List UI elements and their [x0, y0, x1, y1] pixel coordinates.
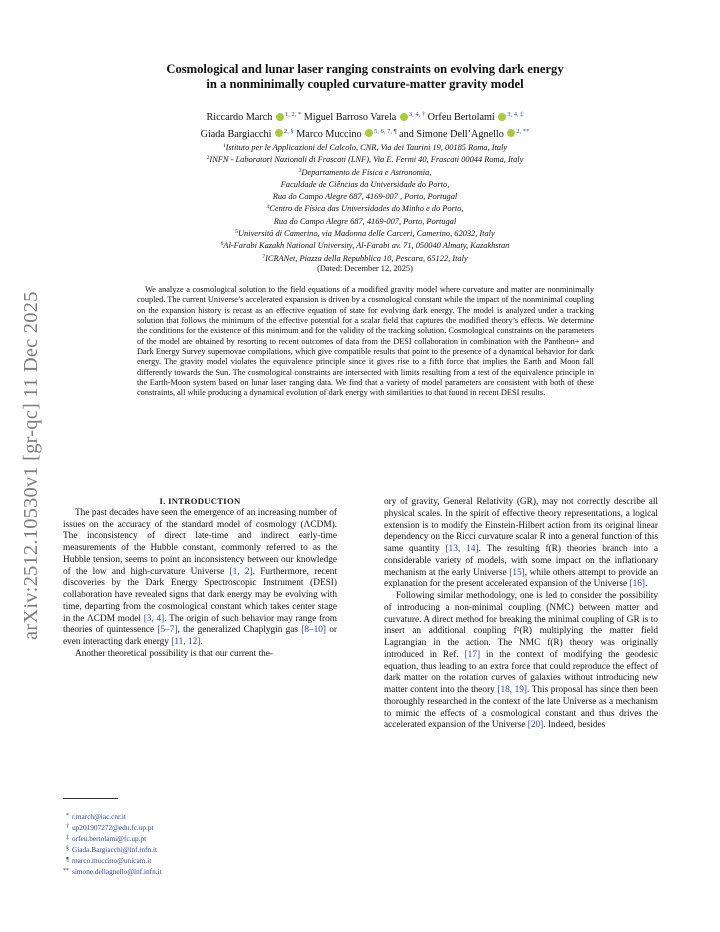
citation-link[interactable]: [5–7] [157, 625, 178, 636]
citation-link[interactable]: [17] [464, 649, 481, 660]
footnote [58, 855, 318, 866]
footnote-mark: ¶ [66, 857, 69, 863]
abstract: We analyze a cosmological solution to the field equations of a modified gravity model where curvature and matter are nonminimally coupled. The current Universe’s accelerated expansion is driven by a cosmological constant while the impact of the nonminimal coupling on the expansion history is recast as an effective equation of state for evolving dark energy. The model is analyzed under a tracking solution that follows the minimum of the effective potential for a scalar field that captures the modified theory’s effects. We determine the conditions for the existence of this minimum and for the validity of the tracking solution. Cosmological constraints on the parameters of the model are obtained by resorting to recent outcomes of data from the DESI collaboration in combination with the Pantheon+ and Dark Energy Survey supernovae compilations, which give compatible results that point to the presence of a dynamical behavior for dark energy. The gravity model violates the equivalence principle since it gives rise to a fifth force that implies the Earth and Moon fall differently towards the Sun. The cosmological constraints are intersected with limits resulting from a test of the equivalence principle in the Earth-Moon system based on lunar laser ranging data. We find that a variety of model parameters are consistent with both of these constraints, all while producing a dynamical evolution of dark energy with similarities to that found in recent DESI results. [137, 285, 594, 398]
footnote-mark: ‡ [66, 835, 69, 841]
author-name: Simone Dell’Agnello [416, 128, 504, 140]
author-name: Orfeu Bertolami [427, 112, 495, 123]
affiliations [100, 141, 630, 274]
footnote-mark: * [66, 813, 69, 819]
affiliation [100, 190, 630, 202]
title-line-1: Cosmological and lunar laser ranging constraints on evolving dark energy [166, 62, 564, 76]
author-marks[interactable]: 1, 2, * [284, 111, 302, 118]
affiliation [100, 202, 630, 214]
paragraph: ory of gravity, General Relativity (GR), may not correctly describe all physical scales. In the spirit of effective theory representations, a logical extension is to modify the Einstein-Hilbert action from its original linear dependency on the Ricci curvature scalar R into a general function of this same quantity [13, 14]. The resulting f(R) theories branch into a considerable variety of models, with some impact on the inflationary mechanism at the early Universe [15], while others attempt to provide an explanation for the present accelerated expansion of the Universe [16]. [384, 497, 659, 590]
orcid-icon[interactable] [498, 113, 506, 121]
author-and: and [399, 128, 414, 140]
email-link[interactable]: r.march@iac.cnr.it [72, 812, 126, 821]
affiliation [100, 227, 630, 239]
affiliation-text: Rua do Campo Alegre 687, 4169-007 , Porto, Portugal [272, 192, 458, 202]
author-marks[interactable]: 3, 4, ‡ [507, 111, 524, 118]
citation-link[interactable]: [1, 2] [229, 566, 253, 577]
paragraph: The past decades have seen the emergence of an increasing number of issues on the accuracy of the standard model of cosmology (ΛCDM). The inconsistency of direct late-time and indirect early-time measurements of the Hubble constant, commonly referred to as the Hubble tension, seems to point an inconsistency between our knowledge of the low and high-curvature Universe [1, 2]. Furthermore, recent discoveries by the Dark Energy Spectroscopic Instrument (DESI) collaboration have revealed signs that dark energy may be evolving with time, departing from the cosmological constant which takes center stage in the ΛCDM model [3, 4]. The origin of such behavior may range from theories of quintessence [5–7], the generalized Chaplygin gas [8–10] or even interacting dark energy [11, 12]. [63, 507, 338, 647]
email-link[interactable]: simone.dellagnello@lnf.infn.it [72, 867, 162, 876]
author-name: Riccardo March [206, 112, 273, 123]
author-name: Miguel Barroso Varela [303, 112, 397, 123]
affiliation-mark: 5 [235, 229, 238, 236]
author-marks[interactable]: 5, 6, 7, ¶ [374, 127, 397, 135]
affiliation-text: Departamento de Física e Astronomia, [301, 167, 432, 177]
right-column [384, 497, 658, 732]
author-name: Marco Muccino [296, 128, 362, 140]
affiliation [100, 153, 630, 165]
affiliation [100, 252, 630, 264]
citation-link[interactable]: [3, 4] [143, 613, 165, 624]
section-heading: I. INTRODUCTION [159, 496, 241, 506]
orcid-icon[interactable] [365, 129, 373, 137]
citation-link[interactable]: [13, 14] [445, 544, 479, 554]
citation-link[interactable]: [15] [509, 567, 525, 578]
footnote [58, 866, 318, 877]
affiliation-mark: 4 [266, 204, 270, 211]
orcid-icon[interactable] [400, 113, 408, 121]
email-link[interactable]: Giada.Bargiacchi@lnf.infn.it [72, 845, 158, 854]
footnote [58, 811, 318, 822]
paragraph: Another theoretical possibility is that our current the- [75, 648, 274, 659]
citation-link[interactable]: [8–10] [301, 625, 327, 636]
affiliation [100, 178, 630, 190]
affiliation-text: Centro de Física das Universidades do Minho e do Porto, [269, 204, 464, 214]
citation-link[interactable]: [18, 19] [497, 685, 528, 695]
footnote-mark: § [66, 846, 69, 852]
footnote [58, 833, 318, 844]
paper-page: arXiv:2512.10530v1 [gr-qc] 11 Dec 2025 Cosmological and lunar laser ranging constraints on evolving dark energy in a nonminimally coupled curvature-matter gravity model Riccardo March $^{1, 2, *}$ Miguel Barroso Varela $^{3, 4, \dagger}$ Orfeu Bertolami $^{3, 4, \ddagger}$ Giada Bargiacchi $^{2, \S}$ Marco Muccino $^{5, 6, 7, \P}$ and Simone Dell’Agnello $^{2, **}$ $^1$Istituto per le Applicazioni del Calcolo, CNR, Via dei Taurini 19, 00185 Roma, Italy $^2$INFN - Laboratori Nazionali di Frascati (LNF), Via E. Fermi 40, Frascati 00044 Roma, Italy $^3$Departamento de Física e Astronomia, Faculdade de Ciências da Universidade do Porto, Rua do Campo Alegre 687, 4169-007 , Porto, Portugal $^4$Centro de Física das Universidades do Minho e do Porto, Rua do Campo Alegre 687, 4169-007, Porto, Portugal $^5$Universitá di Camerino, via Madonna delle Carceri, Camerino, 62032, Italy $^6$Al-Farabi Kazakh National University, Al-Farabi av. 71, 050040 Almaty, Kazakhstan $^7$ICRANet, Piazza della Repubblica 10, Pescara, 65122, Italy (Dated: December 12, 2025) We analyze a cosmological solution to the field equations of a modified gravity model where curvature and matter are nonminimally coupled. The current Universe’s accelerated expansion is driven by a cosmological constant while the impact of the nonminimal coupling on the expansion history is recast as an effective equation of state for evolving dark energy. The model is analyzed under a tracking solution that follows the minimum of the effective potential for a scalar field that captures the modified theory’s effects. We determine the conditions for the existence of this minimum and for the validity of the tracking solution. Cosmological constraints on the parameters of the model are obtained by resorting to recent outcomes of data from the DESI collaboration in combination with the Pantheon+ and Dark Energy Survey supernovae compilations, which give compatible results that point to the presence of a dynamical behavior for dark energy. The gravity model violates the equivalence principle since it gives rise to a fifth force that implies the Earth and Moon fall differently towards the Sun. The cosmological constraints are intersected with limits resulting from a test of the equivalence principle in the Earth-Moon system based on lunar laser ranging data. We find that a variety of model parameters are consistent with both of these constraints, all while producing a dynamical evolution of dark energy with similarities to that found in recent DESI results. I. INTRODUCTION The past decades have seen the emergence of an increasing number of issues on the accuracy of the standard model of cosmology (ΛCDM). The inconsistency of direct late-time and indirect early-time measurements of the Hubble constant, commonly referred to as the Hubble tension, seems to point an inconsistency between our knowledge of the low and high-curvature Universe [1, 2]. Furthermore, recent discoveries by the Dark Energy Spectroscopic Instrument (DESI) collaboration have revealed signs that dark energy may be evolving with time, departing from the cosmological constant which takes center stage in the ΛCDM model [3, 4]. The origin of such behavior may range from theories of quintessence [5–7], the generalized Chaplygin gas [8–10] or even interacting dark energy [11, 12]. Another theoretical possibility is that our current the- ory of gravity, General Relativity (GR), may not correctly describe all physical scales. In the spirit of effective theory representations, a logical extension is to modify the Einstein-Hilbert action from its original linear dependency on the Ricci curvature scalar R into a general function of this same quantity [13, 14]. The resulting f(R) theories branch into a considerable variety of models, with some impact on the inflationary mechanism at the early Universe [15], while others attempt to provide an explanation for the present accelerated expansion of the Universe [16]. Following similar methodology, one is led to consider the possibility of introducing a non-minimal coupling (NMC) between matter and curvature. A direct method for breaking the minimal coupling of GR is to insert an additional coupling f²(R) multiplying the matter field Lagrangian in the action. The NMC f(R) theory was originally introduced in Ref. [17] in the context of modifying the geodesic equation, thus leading to an extra force that could reproduce the effect of dark matter on the rotation curves of galaxies without introducing new matter content into the theory [18, 19]. This proposal has since then been thoroughly researched in the context of the late Universe as a mechanism to mimic the effects of a cosmological constant and thus drives the accelerated expansion of the Universe [20]. Indeed, besides * r.march@iac.cnr.it † up201907272@edu.fc.up.pt ‡ orfeu.bertolami@fc.up.pt § Giada.Bargiacchi@lnf.infn.it ¶ marco.muccino@unicam.it ** simone.dellagnello@lnf.infn.it [20, 62, 659, 876]
dated-line: (Dated: December 12, 2025) [317, 263, 413, 273]
affiliation-mark: 3 [298, 167, 302, 174]
footnote-rule [63, 798, 118, 799]
affiliation-mark: 6 [220, 241, 224, 248]
affiliation-text: Istituto per le Applicazioni del Calcolo, CNR, Via dei Taurini 19, 00185 Roma, Italy [225, 143, 508, 152]
affiliation [100, 215, 630, 227]
left-column [63, 496, 337, 661]
paper-title [100, 62, 630, 92]
title-line-2: in a nonminimally coupled curvature-matter gravity model [206, 77, 524, 91]
citation-link[interactable]: [16] [629, 579, 645, 590]
author-list [100, 108, 630, 141]
email-link[interactable]: orfeu.bertolami@fc.up.pt [72, 834, 147, 843]
footnote [58, 844, 318, 855]
orcid-icon[interactable] [276, 113, 284, 121]
author-marks[interactable]: 2, § [283, 127, 294, 135]
citation-link[interactable]: [11, 12] [171, 637, 201, 647]
email-link[interactable]: marco.muccino@unicam.it [72, 856, 152, 865]
author-name: Giada Bargiacchi [200, 128, 272, 140]
footnotes [58, 811, 318, 877]
affiliation-text: ICRANet, Piazza della Repubblica 10, Pescara, 65122, Italy [265, 253, 468, 263]
footnote [58, 822, 318, 833]
affiliation [100, 166, 630, 178]
orcid-icon[interactable] [507, 129, 515, 137]
affiliation [100, 239, 630, 251]
affiliation-mark: 2 [206, 155, 210, 162]
email-link[interactable]: up201907272@edu.fc.up.pt [72, 823, 154, 832]
affiliation-text: Faculdade de Ciências da Universidade do Porto, [280, 179, 450, 189]
affiliation-text: Universitá di Camerino, via Madonna delle Carceri, Camerino, 62032, Italy [238, 229, 495, 239]
author-marks[interactable]: 3, 4, † [408, 111, 426, 118]
paragraph: Following similar methodology, one is led to consider the possibility of introducing a non-minimal coupling (NMC) between matter and curvature. A direct method for breaking the minimal coupling of GR is to insert an additional coupling f²(R) multiplying the matter field Lagrangian in the action. The NMC f(R) theory was originally introduced in Ref. [17] in the context of modifying the geodesic equation, thus leading to an extra force that could reproduce the effect of dark matter on the rotation curves of galaxies without introducing new matter content into the theory [18, 19]. This proposal has since then been thoroughly researched in the context of the late Universe as a mechanism to mimic the effects of a cosmological constant and thus drives the accelerated expansion of the Universe [20]. Indeed, besides [384, 591, 659, 731]
orcid-icon[interactable] [275, 129, 283, 137]
affiliation-text: INFN - Laboratori Nazionali di Frascati (LNF), Via E. Fermi 40, Frascati 00044 Roma, Italy [209, 155, 524, 165]
footnote-mark: ** [63, 868, 69, 874]
citation-link[interactable]: [20] [527, 720, 544, 731]
affiliation-mark: 1 [222, 143, 226, 149]
footnote-mark: † [66, 824, 69, 830]
affiliation [100, 141, 630, 153]
author-marks[interactable]: 2, ** [516, 127, 530, 135]
affiliation-text: Al-Farabi Kazakh National University, Al-Farabi av. 71, 050040 Almaty, Kazakhstan [223, 241, 510, 251]
affiliation-mark: 7 [262, 253, 266, 260]
affiliation-text: Rua do Campo Alegre 687, 4169-007, Porto, Portugal [273, 216, 457, 226]
